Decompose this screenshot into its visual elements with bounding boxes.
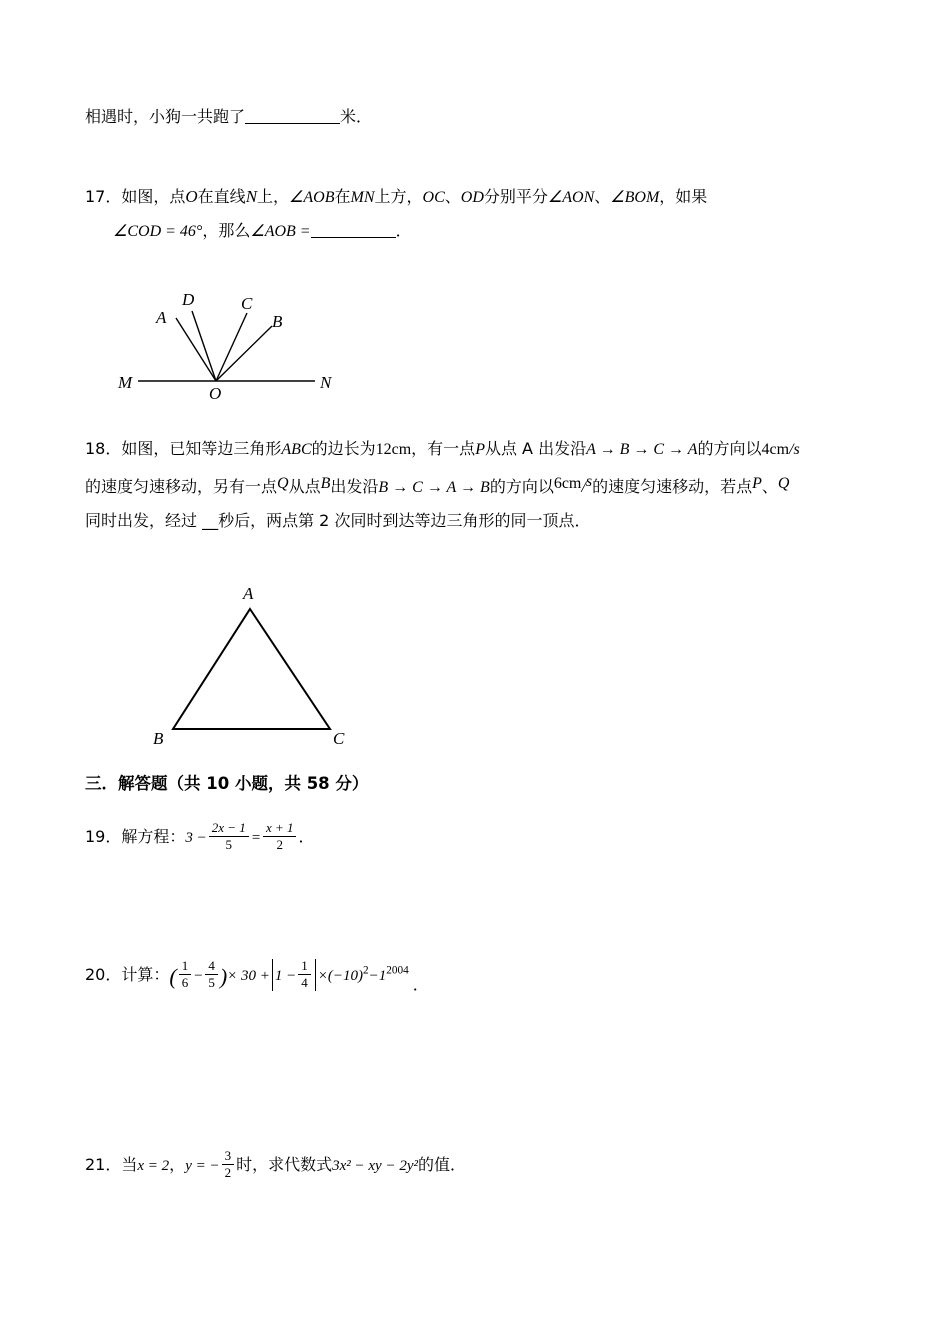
- q18-text-d: 从点 A 出发沿: [484, 439, 587, 458]
- fig17-label-D: D: [182, 290, 195, 309]
- q21-text-a: 当: [121, 1155, 138, 1175]
- fig17-label-C: C: [241, 294, 253, 313]
- q18-text-f: 的速度匀速移动，另有一点: [85, 477, 278, 496]
- q19-frac1-numerator: 2x − 1: [209, 820, 249, 837]
- q17-angle-aon: ∠AON: [547, 189, 595, 206]
- q20-power-base-2: 1: [378, 968, 387, 984]
- q19-frac2-numerator: x + 1: [263, 820, 297, 837]
- q20-paren-open: (: [169, 964, 177, 989]
- q20-frac1-numerator: 1: [179, 958, 192, 975]
- q17-line-N: N: [245, 187, 258, 206]
- q17-od: OD: [460, 189, 484, 206]
- q18-text-i: 的方向以: [489, 477, 554, 496]
- q20-period: ．: [412, 975, 429, 994]
- question-20: [85, 955, 885, 1001]
- q16-prefix: 相遇时，小狗一共跑了: [85, 107, 246, 126]
- q21-frac-numerator: 3: [222, 1148, 235, 1165]
- q19-fraction-1: [209, 820, 249, 854]
- q21-comma: ，: [169, 1155, 186, 1175]
- fig17-label-B: B: [272, 312, 283, 331]
- q20-abs-bar-right: [315, 959, 316, 990]
- q17-point-O: O: [185, 187, 198, 206]
- figure-17: [118, 290, 420, 406]
- q18-P-ref: P: [752, 475, 762, 492]
- q21-x-value: x = 2: [137, 1158, 170, 1175]
- fig18-label-C: C: [333, 729, 345, 748]
- q17-line-1: [85, 180, 885, 214]
- q17-mn: MN: [350, 189, 375, 206]
- q20-power-exp-1: 2: [363, 964, 369, 977]
- question-16-tail: [85, 100, 875, 133]
- q17-text-j: ，那么: [202, 221, 251, 240]
- q17-oc: OC: [422, 189, 445, 206]
- q20-minus-2: −: [368, 968, 379, 984]
- q17-text-b: 在直线: [197, 187, 246, 206]
- fig18-label-B: B: [153, 729, 164, 748]
- q17-text-i: ，如果: [659, 187, 708, 206]
- q20-frac3-denominator: 4: [301, 975, 308, 991]
- q18-text-e: 的方向以: [697, 439, 762, 458]
- q20-frac2-denominator: 5: [208, 975, 215, 991]
- q19-fraction-2: [263, 820, 297, 854]
- fig17-label-N: N: [320, 373, 332, 392]
- q16-suffix: 米．: [340, 107, 373, 126]
- q17-line-2: [85, 214, 885, 248]
- q18-point-B: B: [320, 475, 331, 492]
- fig17-label-A: A: [156, 308, 167, 327]
- q17-text-d: 在: [334, 187, 351, 206]
- q20-power-base-1: (−10): [327, 968, 364, 984]
- q17-number: 17．: [85, 187, 122, 206]
- q21-text-b: 时，求代数式: [236, 1155, 333, 1175]
- q19-equals: =: [250, 830, 261, 847]
- q19-period: ．: [298, 827, 315, 847]
- q20-power-exp-2: 2004: [386, 964, 409, 977]
- fig17-label-O: O: [209, 384, 222, 403]
- q17-text-c: 上，: [257, 187, 290, 206]
- q20-frac3-numerator: 1: [298, 958, 311, 975]
- q17-period: ．: [395, 221, 412, 240]
- q21-number: 21．: [85, 1155, 122, 1175]
- q16-blank[interactable]: [245, 123, 340, 124]
- q19-frac2-denominator: 2: [276, 837, 283, 853]
- figure-18-svg: [155, 584, 415, 764]
- q18-number: 18．: [85, 439, 122, 458]
- q18-s-2: s: [585, 473, 593, 490]
- q17-text-g: 分别平分: [483, 187, 548, 206]
- q21-text-c: 的值．: [417, 1155, 466, 1175]
- q18-text-c: ，有一点: [411, 439, 476, 458]
- q17-blank[interactable]: [311, 237, 396, 238]
- q17-aob-answer-label: ∠AOB =: [250, 223, 311, 240]
- q18-text-h: 出发沿: [330, 477, 379, 496]
- q18-4cm: 4cm: [761, 441, 790, 458]
- q18-point-P: P: [475, 441, 485, 458]
- section-3-heading: [85, 770, 368, 794]
- q18-text-a: 如图，已知等边三角形: [121, 439, 282, 458]
- question-18: [85, 432, 885, 537]
- q21-y-label: y = −: [185, 1158, 220, 1175]
- q20-one-minus: 1 −: [274, 968, 297, 984]
- q17-angle-aob: ∠AOB: [289, 189, 335, 206]
- q18-line-2: [85, 466, 885, 504]
- q17-cod-value: ∠COD = 46°: [113, 223, 203, 240]
- q20-label: 计算：: [121, 965, 170, 984]
- q20-fraction-1: [179, 958, 192, 992]
- q18-text-l: 同时出发，经过 __秒后，两点第 2 次同时到达等边三角形的同一顶点．: [85, 511, 591, 530]
- q18-line-1: [85, 432, 885, 466]
- q18-text-k: 、: [761, 477, 778, 496]
- q19-frac1-denominator: 5: [225, 837, 233, 853]
- q18-s-1: s: [793, 441, 800, 458]
- q20-times-30: × 30 +: [227, 968, 270, 984]
- q20-frac2-numerator: 4: [205, 958, 218, 975]
- fig18-label-A: A: [243, 584, 254, 603]
- q18-slash-2: /: [581, 479, 586, 496]
- q17-angle-bom: ∠BOM: [610, 189, 660, 206]
- q21-frac-denominator: 2: [224, 1165, 232, 1181]
- q18-Q-ref: Q: [777, 475, 790, 492]
- fig17-label-M: M: [118, 373, 133, 392]
- q18-line-3: [85, 504, 885, 537]
- q20-abs-bar-left: [272, 959, 273, 990]
- q20-number: 20．: [85, 965, 122, 984]
- q18-path-1: A → B → C → A: [586, 441, 698, 458]
- q20-paren-close: ): [219, 964, 228, 989]
- q19-label: 解方程：: [121, 827, 186, 847]
- q20-times: ×: [317, 968, 328, 984]
- q20-fraction-2: [205, 958, 218, 992]
- q20-fraction-3: [298, 958, 311, 992]
- q18-point-Q: Q: [277, 475, 289, 492]
- figure-18: [155, 584, 415, 764]
- question-17: [85, 180, 885, 248]
- q18-text-j: 的速度匀速移动，若点: [592, 477, 753, 496]
- q19-lhs-int: 3 −: [185, 830, 207, 847]
- q18-abc: ABC: [281, 441, 312, 458]
- q17-text-f: 、: [444, 187, 461, 206]
- q18-12cm: 12cm: [375, 441, 412, 458]
- section-3-title: 三．解答题（共 10 小题，共 58 分）: [85, 774, 369, 793]
- q18-text-b: 的边长为: [311, 439, 376, 458]
- question-21: [85, 1148, 885, 1182]
- q21-expression: 3x² − xy − 2y²: [332, 1158, 418, 1175]
- q17-text-a: 如图，点: [121, 187, 186, 206]
- q20-minus-1: −: [193, 968, 204, 984]
- q18-text-g: 从点: [288, 477, 321, 496]
- q18-6cm: 6cm: [553, 475, 582, 492]
- q17-text-h: 、: [594, 187, 611, 206]
- q18-path-2: B → C → A → B: [378, 479, 490, 496]
- question-19: [85, 820, 885, 854]
- q21-fraction-y: [222, 1148, 235, 1182]
- q20-frac1-denominator: 6: [181, 975, 189, 991]
- q19-number: 19．: [85, 827, 122, 847]
- q17-text-e: 上方，: [374, 187, 423, 206]
- q18-slash-1: /: [789, 441, 794, 458]
